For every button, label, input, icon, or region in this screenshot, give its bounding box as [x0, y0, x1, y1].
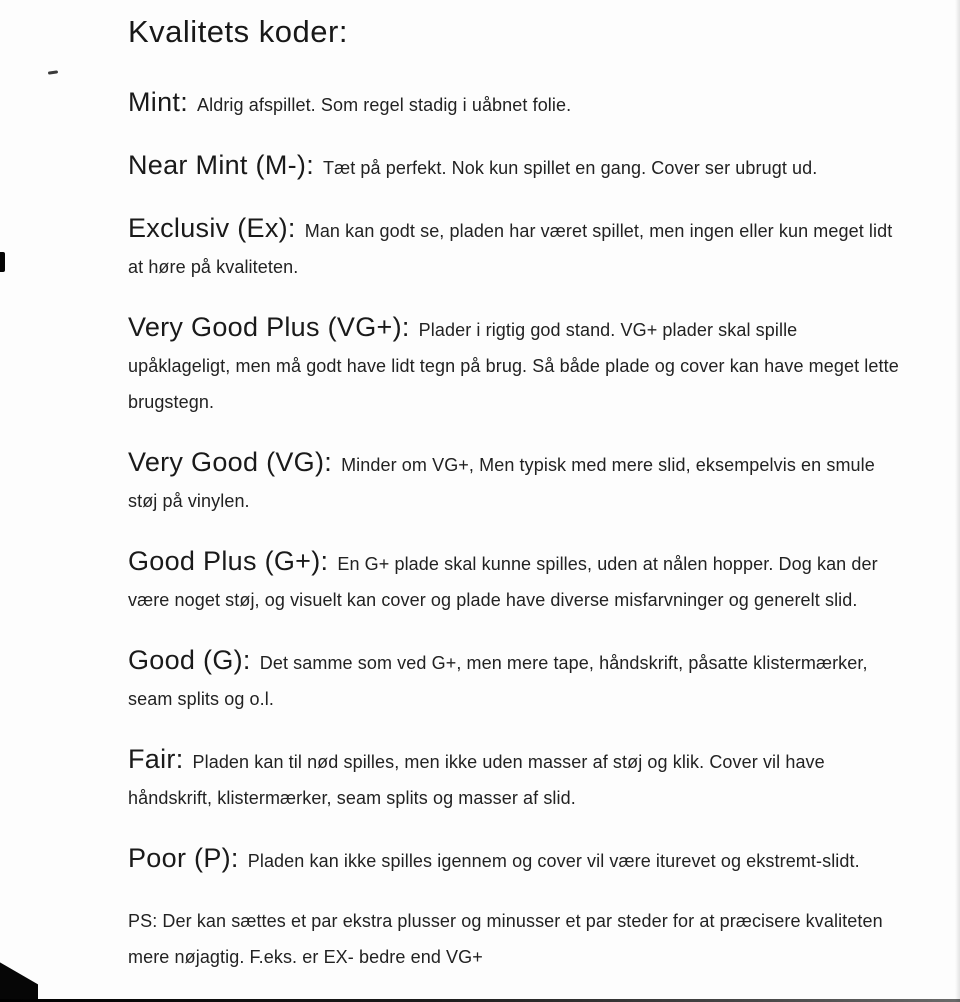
quality-description: Pladen kan ikke spilles igennem og cover vil være iturevet og ekstremt-slidt.	[247, 851, 860, 871]
quality-description: Tæt på perfekt. Nok kun spillet en gang. Cover ser ubrugt ud.	[323, 158, 818, 178]
quality-entry-exclusiv	[128, 210, 903, 285]
quality-term: Poor (P):	[128, 843, 239, 873]
quality-term: Good Plus (G+):	[128, 546, 329, 576]
quality-entry-fair	[128, 741, 903, 816]
page-title: Kvalitets koder:	[128, 14, 348, 49]
quality-entry-very-good-plus	[128, 309, 903, 420]
quality-term: Exclusiv (Ex):	[128, 213, 296, 243]
quality-description: Man kan godt se, pladen har været spillet, men ingen eller kun meget lidt at høre på kvaliteten.	[128, 221, 893, 277]
quality-entry-poor	[128, 840, 903, 879]
quality-entry-good-plus	[128, 543, 903, 618]
quality-entry-very-good	[128, 444, 903, 519]
quality-term: Mint:	[128, 87, 189, 117]
quality-description: Minder om VG+, Men typisk med mere slid, eksempelvis en smule støj på vinylen.	[128, 455, 875, 511]
quality-description: Pladen kan til nød spilles, men ikke uden masser af støj og klik. Cover vil have håndskrift, klistermærker, seam splits og masser af slid.	[128, 752, 825, 808]
quality-term: Very Good Plus (VG+):	[128, 312, 410, 342]
quality-entry-near-mint	[128, 147, 903, 186]
quality-term: Fair:	[128, 744, 184, 774]
quality-description: En G+ plade skal kunne spilles, uden at nålen hopper. Dog kan der være noget støj, og visuelt kan cover og plade have diverse misfarvninger og generelt slid.	[128, 554, 878, 610]
quality-entry-mint	[128, 84, 903, 123]
quality-term: Good (G):	[128, 645, 251, 675]
scan-artifact-left-edge-mark	[0, 252, 5, 272]
footnote: PS: Der kan sættes et par ekstra plusser og minusser et par steder for at præcisere kvaliteten mere nøjagtig. F.eks. er EX- bedre end VG+	[128, 911, 883, 967]
quality-description: Plader i rigtig god stand. VG+ plader skal spille upåklageligt, men må godt have lidt tegn på brug. Så både plade og cover kan have meget lette brugstegn.	[128, 320, 899, 412]
scan-artifact-right-edge-shadow	[955, 0, 960, 1002]
quality-entry-good	[128, 642, 903, 717]
quality-description: Det samme som ved G+, men mere tape, håndskrift, påsatte klistermærker, seam splits og o.l.	[128, 653, 868, 709]
quality-term: Very Good (VG):	[128, 447, 333, 477]
quality-description: Aldrig afspillet. Som regel stadig i uåbnet folie.	[197, 95, 572, 115]
quality-term: Near Mint (M-):	[128, 150, 314, 180]
